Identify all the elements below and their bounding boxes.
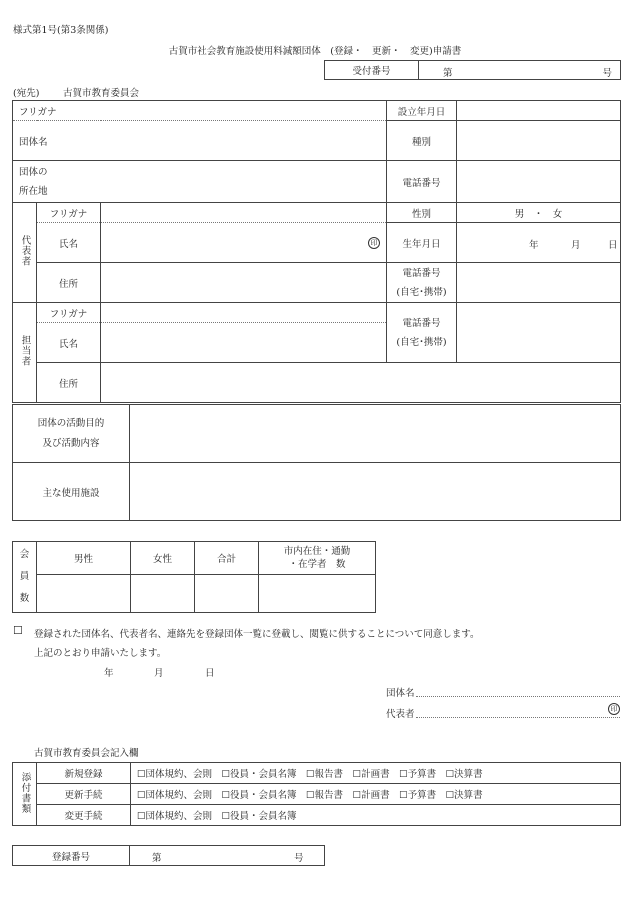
org-address-label: [13, 163, 386, 201]
attachments-row-label: 新規登録: [37, 763, 131, 784]
rep-phone-label: [387, 263, 457, 303]
rep-seal-icon: 印: [368, 237, 380, 249]
application-month: 月: [154, 668, 164, 679]
signature-rep-field[interactable]: [416, 704, 620, 718]
established-label: 設立年月日: [387, 101, 457, 121]
org-address-label-1: 団体の: [19, 166, 48, 178]
registration-go: 号: [294, 853, 304, 864]
attachments-row-label: 変更手続: [37, 805, 131, 826]
main-facilities-field[interactable]: [130, 463, 621, 521]
members-male-header: 男性: [37, 542, 131, 575]
rep-birth-year: 年: [529, 240, 539, 251]
members-label-2: 員: [19, 571, 30, 582]
org-type-field[interactable]: [457, 121, 621, 161]
rep-gender-options[interactable]: 男 ・ 女: [457, 203, 621, 223]
receipt-number-field[interactable]: [419, 61, 621, 80]
rep-furigana-label: フリガナ: [37, 203, 101, 223]
addressee-label: (宛先): [13, 88, 40, 99]
rep-section-label: [13, 203, 37, 303]
org-phone-label: 電話番号: [387, 161, 457, 203]
members-label-3: 数: [19, 593, 30, 604]
org-name-label: 団体名: [19, 136, 48, 148]
members-female-header: 女性: [131, 542, 195, 575]
members-label-1: 会: [19, 549, 30, 560]
contact-furigana-field[interactable]: [101, 303, 387, 323]
rep-address-field[interactable]: [101, 263, 387, 303]
registration-number-table: [12, 845, 325, 866]
org-type-label: 種別: [387, 121, 457, 161]
rep-gender-label: 性別: [387, 203, 457, 223]
members-female-field[interactable]: [131, 575, 195, 613]
registration-number-field[interactable]: [130, 846, 325, 866]
contact-phone-label: [387, 303, 457, 363]
consent-checkbox[interactable]: ☐: [13, 624, 23, 637]
signature-org-label: 団体名: [386, 688, 415, 699]
page-title: 古賀市社会教育施設使用料減額団体 (登録・ 更新・ 変更)申請書: [168, 46, 462, 57]
members-resident-header-1: 市内在住・通勤: [283, 546, 351, 557]
office-use-title: 古賀市教育委員会記入欄: [34, 748, 139, 759]
attachments-table: [12, 762, 621, 826]
activity-purpose-label-2: 及び活動内容: [42, 437, 100, 449]
org-address-label-2: 所在地: [19, 185, 48, 197]
attachments-row-label: 更新手続: [37, 784, 131, 805]
contact-phone-field[interactable]: [457, 303, 621, 363]
rep-birth-field[interactable]: [457, 223, 621, 263]
contact-address-label: 住所: [37, 363, 101, 403]
rep-section-text: 代表者: [19, 235, 31, 267]
addressee-name: 古賀市教育委員会: [63, 88, 140, 99]
attachments-row-items[interactable]: ☐団体規約、会則 ☐役員・会員名簿: [131, 805, 621, 826]
members-total-field[interactable]: [195, 575, 259, 613]
established-field[interactable]: [457, 101, 621, 121]
rep-name-label: 氏名: [37, 223, 101, 263]
attachments-row-items[interactable]: ☐団体規約、会則 ☐役員・会員名簿 ☐報告書 ☐計画書 ☐予算書 ☐決算書: [131, 763, 621, 784]
rep-phone-label-2: (自宅･携帯): [396, 286, 447, 298]
contact-address-field[interactable]: [101, 363, 621, 403]
rep-phone-field[interactable]: [457, 263, 621, 303]
signature-seal-icon: 印: [608, 703, 620, 715]
attachments-label: [13, 763, 37, 826]
members-resident-field[interactable]: [259, 575, 376, 613]
consent-text: 登録された団体名、代表者名、連絡先を登録団体一覧に登載し、閲覧に供することについて同意します。: [34, 629, 480, 640]
contact-section-text: 担当者: [19, 335, 31, 367]
members-resident-header: [259, 542, 376, 575]
registration-number-label: 登録番号: [13, 846, 130, 866]
signature-rep-label: 代表者: [386, 709, 415, 720]
activity-purpose-label: [13, 405, 130, 463]
rep-name-field[interactable]: [101, 223, 387, 263]
activity-purpose-field[interactable]: [130, 405, 621, 463]
org-address-field[interactable]: [13, 161, 387, 203]
activity-table: [12, 404, 621, 521]
receipt-dai: 第: [443, 68, 453, 79]
rep-furigana-field[interactable]: [101, 203, 387, 223]
contact-phone-label-2: (自宅･携帯): [396, 336, 447, 348]
contact-name-label: 氏名: [37, 323, 101, 363]
application-day: 日: [205, 668, 215, 679]
attachments-label-text: 添付書類: [19, 771, 31, 814]
contact-name-field[interactable]: [101, 323, 387, 363]
contact-furigana-label: フリガナ: [37, 303, 101, 323]
rep-phone-label-1: 電話番号: [402, 267, 441, 279]
members-total-header: 合計: [195, 542, 259, 575]
organization-table: [12, 100, 621, 403]
members-resident-header-2: ・在学者 数: [288, 559, 346, 570]
application-year: 年: [104, 668, 114, 679]
org-name-field[interactable]: [13, 121, 387, 161]
org-furigana-label: フリガナ: [19, 106, 57, 118]
activity-purpose-label-1: 団体の活動目的: [37, 417, 105, 429]
contact-phone-label-1: 電話番号: [402, 317, 441, 329]
registration-dai: 第: [152, 853, 162, 864]
rep-birth-label: 生年月日: [387, 223, 457, 263]
rep-address-label: 住所: [37, 263, 101, 303]
receipt-number-table: [324, 60, 621, 80]
members-label: [13, 542, 37, 613]
signature-org-field[interactable]: [416, 683, 620, 697]
receipt-number-label: 受付番号: [325, 61, 419, 80]
main-facilities-label: 主な使用施設: [13, 463, 130, 521]
receipt-go: 号: [602, 68, 612, 79]
org-phone-field[interactable]: [457, 161, 621, 203]
rep-birth-month: 月: [571, 240, 581, 251]
attachments-row-items[interactable]: ☐団体規約、会則 ☐役員・会員名簿 ☐報告書 ☐計画書 ☐予算書 ☐決算書: [131, 784, 621, 805]
members-table: [12, 541, 376, 613]
form-number: 様式第1号(第3条関係): [13, 25, 109, 36]
application-statement: 上記のとおり申請いたします。: [34, 648, 167, 659]
rep-birth-day: 日: [608, 240, 618, 251]
org-furigana-field[interactable]: [13, 101, 387, 121]
members-male-field[interactable]: [37, 575, 131, 613]
contact-section-label: [13, 303, 37, 403]
